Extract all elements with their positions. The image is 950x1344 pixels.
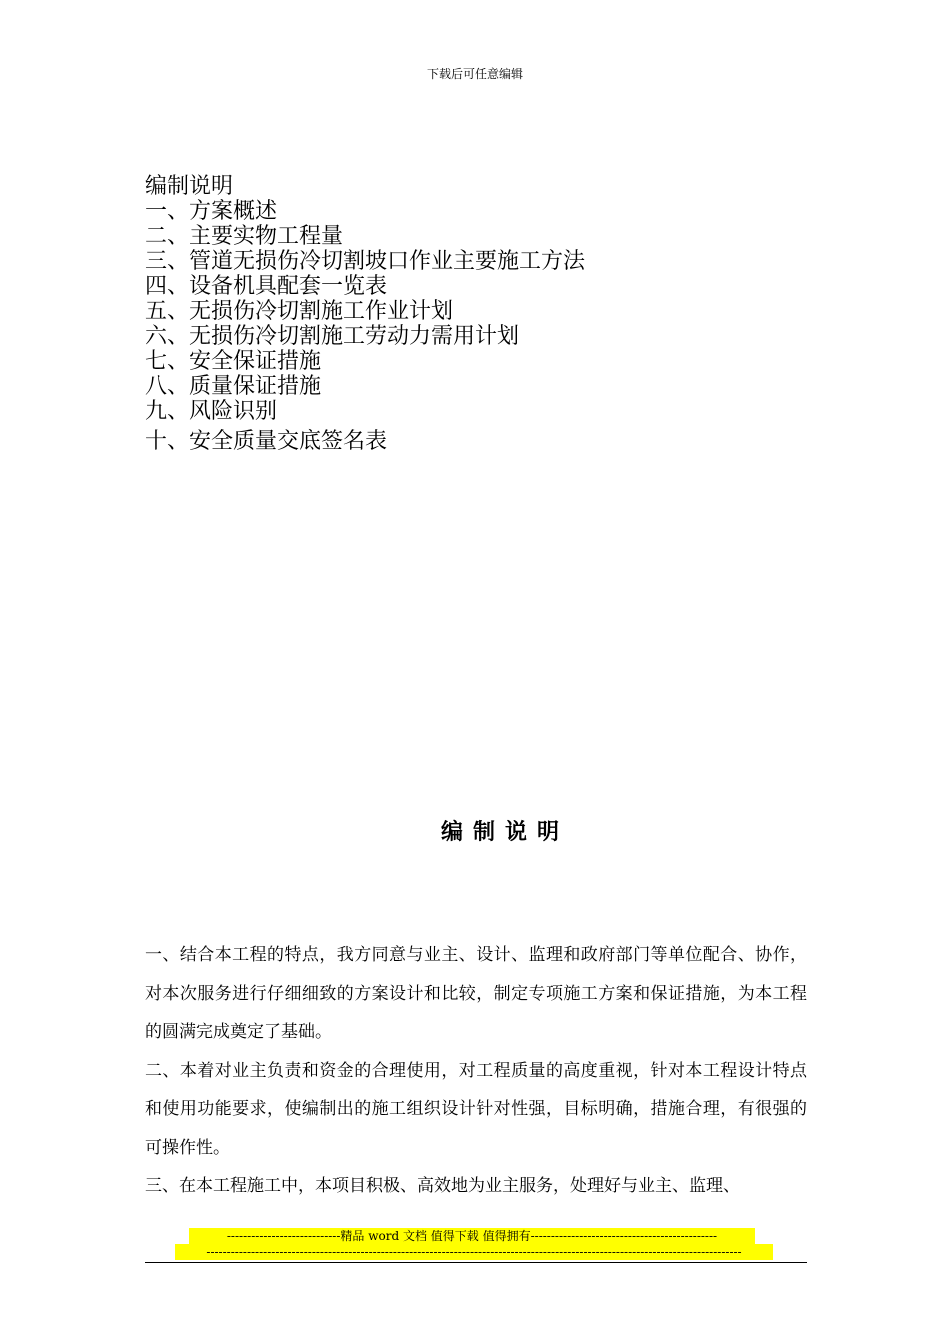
table-of-contents [145, 174, 845, 454]
section-title: 编制说明 [440, 820, 569, 845]
toc-item-preface: 编制说明 [145, 174, 234, 199]
toc-item-6: 六、无损伤冷切割施工劳动力需用计划 [145, 324, 520, 349]
paragraph-3: 三、在本工程施工中，本项目积极、高效地为业主服务，处理好与业主、监理、 [145, 1176, 740, 1196]
body-text [145, 936, 807, 1206]
footer-banner-line-1: ----------------------------精品 word 文档 值得下载 值得拥有---------------------------------------------- [189, 1228, 755, 1244]
toc-item-9: 九、风险识别 [145, 399, 278, 424]
paragraph-1: 一、结合本工程的特点，我方同意与业主、设计、监理和政府部门等单位配合、协作，对本次服务进行仔细细致的方案设计和比较，制定专项施工方案和保证措施，为本工程的圆满完成奠定了基础。 [145, 945, 807, 1042]
toc-item-5: 五、无损伤冷切割施工作业计划 [145, 299, 454, 324]
footer-banner-line-2: ------------------------------------------------------------------------------------------------------------------------------------ [175, 1244, 773, 1260]
toc-item-3: 三、管道无损伤冷切割坡口作业主要施工方法 [145, 249, 586, 274]
toc-item-4: 四、设备机具配套一览表 [145, 274, 388, 299]
toc-item-7: 七、安全保证措施 [145, 349, 322, 374]
footer-banner [145, 1228, 807, 1260]
toc-item-8: 八、质量保证措施 [145, 374, 322, 399]
toc-item-2: 二、主要实物工程量 [145, 224, 344, 249]
paragraph-2: 二、本着对业主负责和资金的合理使用，对工程质量的高度重视，针对本工程设计特点和使用功能要求，使编制出的施工组织设计针对性强，目标明确，措施合理，有很强的可操作性。 [145, 1060, 807, 1158]
toc-item-1: 一、方案概述 [145, 199, 278, 224]
footer-divider [145, 1262, 807, 1263]
toc-item-10: 十、安全质量交底签名表 [145, 429, 388, 454]
header-note: 下载后可任意编辑 [426, 67, 523, 81]
